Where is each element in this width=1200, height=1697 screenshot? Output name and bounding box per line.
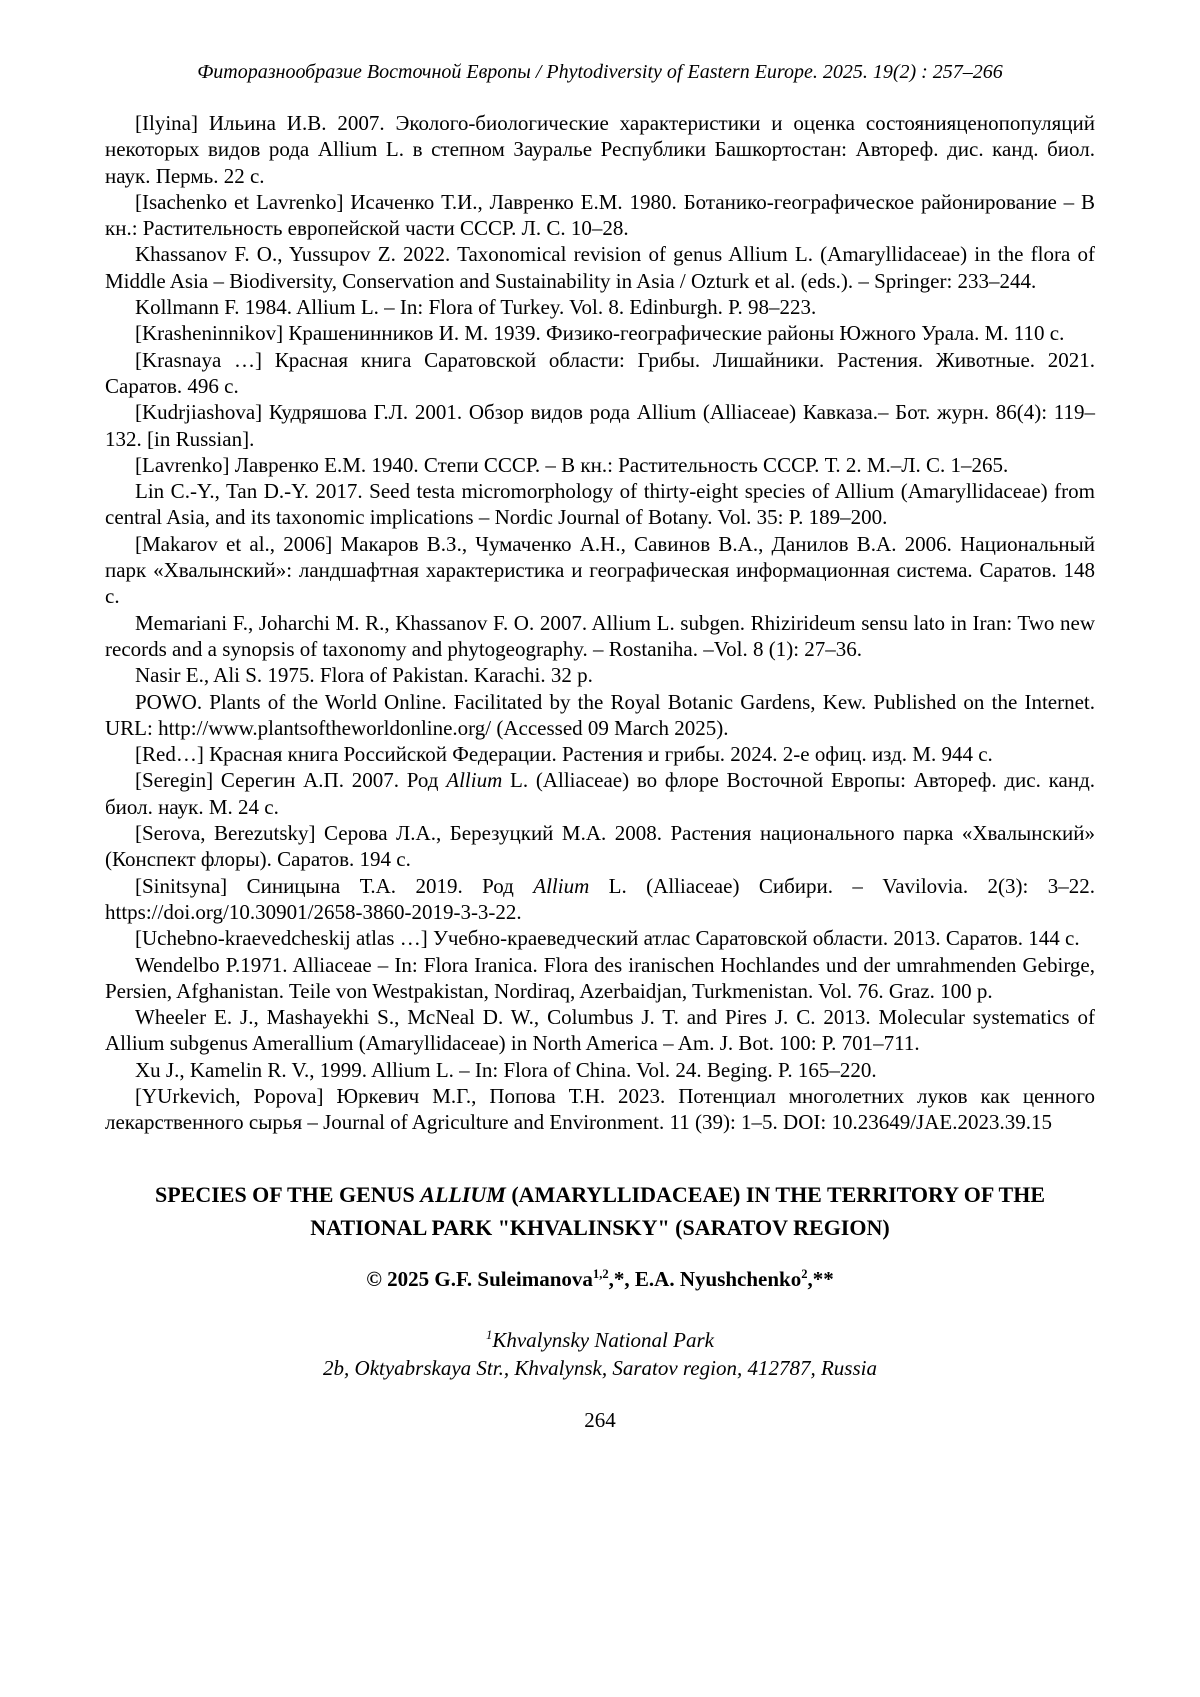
references-list (105, 110, 1095, 1136)
affiliation-line-2: 2b, Oktyabrskaya Str., Khvalynsk, Saratov region, 412787, Russia (323, 1355, 877, 1380)
reference-item: Nasir E., Ali S. 1975. Flora of Pakistan. Karachi. 32 p. (135, 663, 593, 688)
reference-item: Memariani F., Joharchi M. R., Khassanov F. O. 2007. Allium L. subgen. Rhizirideum sensu lato in Iran: Two new records and a synopsis of taxonomy and phytogeography. – Rostaniha. –Vol. 8 (1): 27–36. (105, 610, 1095, 661)
reference-item: Khassanov F. O., Yussupov Z. 2022. Taxonomical revision of genus Allium L. (Amaryllidaceae) in the flora of Middle Asia – Biodiversity, Conservation and Sustainability in Asia / Ozturk et al. (eds.). – Springer: 233–244. (105, 242, 1095, 293)
reference-item: [Sinitsyna] Синицына Т.А. 2019. Род Allium L. (Alliaceae) Сибири. – Vavilovia. 2(3): 3–22. https://doi.org/10.30901/2658-3860-2019-3-3-22. (105, 873, 1095, 924)
reference-item: [Krasnaya …] Красная книга Саратовской области: Грибы. Лишайники. Растения. Животные. 2021. Саратов. 496 с. (105, 347, 1095, 398)
page-number: 264 (584, 1407, 616, 1432)
reference-item: [Isachenko et Lavrenko] Исаченко Т.И., Лавренко Е.М. 1980. Ботанико-географическое районирование – В кн.: Растительность европейской части СССР. Л. С. 10–28. (105, 189, 1095, 241)
reference-item: [YUrkevich, Popova] Юркевич М.Г., Попова Т.Н. 2023. Потенциал многолетних луков как ценного лекарственного сырья – Journal of Agriculture and Environment. 11 (39): 1–5. DOI: 10.23649/JAE.2023.39.15 (105, 1083, 1095, 1135)
reference-item: Lin C.-Y., Tan D.-Y. 2017. Seed testa micromorphology of thirty-eight species of Allium (Amaryllidaceae) from central Asia, and its taxonomic implications – Nordic Journal of Botany. Vol. 35: P. 189–200. (105, 479, 1095, 530)
reference-item: Wheeler E. J., Mashayekhi S., McNeal D. W., Columbus J. T. and Pires J. C. 2013. Molecular systematics of Allium subgenus Amerallium (Amaryllidaceae) in North America – Am. J. Bot. 100: P. 701–711. (105, 1005, 1095, 1056)
affiliation-block (105, 1326, 1095, 1382)
reference-item: Xu J., Kamelin R. V., 1999. Allium L. – In: Flora of China. Vol. 24. Beging. P. 165–220. (135, 1057, 877, 1082)
affiliation-line-1: $^1$Khvalynsky National Park (486, 1327, 714, 1352)
reference-item: POWO. Plants of the World Online. Facilitated by the Royal Botanic Gardens, Kew. Published on the Internet. URL: http://www.plantsoftheworldonline.org/ (Accessed 09 March 2025). (105, 689, 1095, 740)
article-title: SPECIES OF THE GENUS ALLIUM (AMARYLLIDACEAE) IN THE TERRITORY OF THE NATIONAL PARK "KHVALINSKY" (SARATOV REGION) (154, 1181, 1046, 1240)
reference-item: [Uchebno-kraevedcheskij atlas …] Учебно-краеведческий атлас Саратовской области. 2013. Саратов. 144 с. (135, 926, 1080, 951)
reference-item: [Seregin] Серегин А.П. 2007. Род Allium L. (Alliaceae) во флоре Восточной Европы: Автореф. дис. канд. биол. наук. М. 24 с. (105, 768, 1095, 819)
reference-item: Kollmann F. 1984. Allium L. – In: Flora of Turkey. Vol. 8. Edinburgh. P. 98–223. (135, 295, 817, 320)
reference-item: Wendelbo P.1971. Alliaceae – In: Flora Iranica. Flora des iranischen Hochlandes und der umrahmenden Gebirge, Persien, Afghanistan. Teile von Westpakistan, Nordiraq, Azerbaidjan, Turkmenistan. Vol. 76. Graz. 100 p. (105, 952, 1095, 1003)
reference-item: [Red…] Красная книга Российской Федерации. Растения и грибы. 2024. 2-е офиц. изд. М. 944 с. (135, 742, 993, 767)
authors-line: © 2025 G.F. Suleimanova$^{1,2}$,*, E.A. Nyushchenko$^2$,** (366, 1266, 834, 1291)
reference-item: [Makarov et al., 2006] Макаров В.З., Чумаченко А.Н., Савинов В.А., Данилов В.А. 2006. Национальный парк «Хвалынский»: ландшафтная характеристика и географическая информационная система. Саратов. 148 с. (105, 531, 1095, 609)
reference-item: [Krasheninnikov] Крашенинников И. М. 1939. Физико-географические районы Южного Урала. М. 110 с. (135, 321, 1065, 346)
reference-item: [Kudrjiashova] Кудряшова Г.Л. 2001. Обзор видов рода Allium (Alliaceae) Кавказа.– Бот. журн. 86(4): 119–132. [in Russian]. (105, 400, 1095, 451)
running-header: Фиторазнообразие Восточной Европы / Phytodiversity of Eastern Europe. 2025. 19(2) : 257–266 (197, 61, 1003, 83)
reference-item: [Lavrenko] Лавренко Е.М. 1940. Степи СССР. – В кн.: Растительность СССР. Т. 2. М.–Л. С. 1–265. (135, 452, 1009, 477)
reference-item: [Serova, Berezutsky] Серова Л.А., Березуцкий М.А. 2008. Растения национального парка «Хвалынский» (Конспект флоры). Саратов. 194 с. (105, 821, 1095, 872)
reference-item: [Ilyina] Ильина И.В. 2007. Эколого-биологические характеристики и оценка состоянияценопопуляций некоторых видов рода Allium L. в степном Зауралье Республики Башкортостан: Автореф. дис. канд. биол. наук. Пермь. 22 с. (105, 111, 1095, 188)
